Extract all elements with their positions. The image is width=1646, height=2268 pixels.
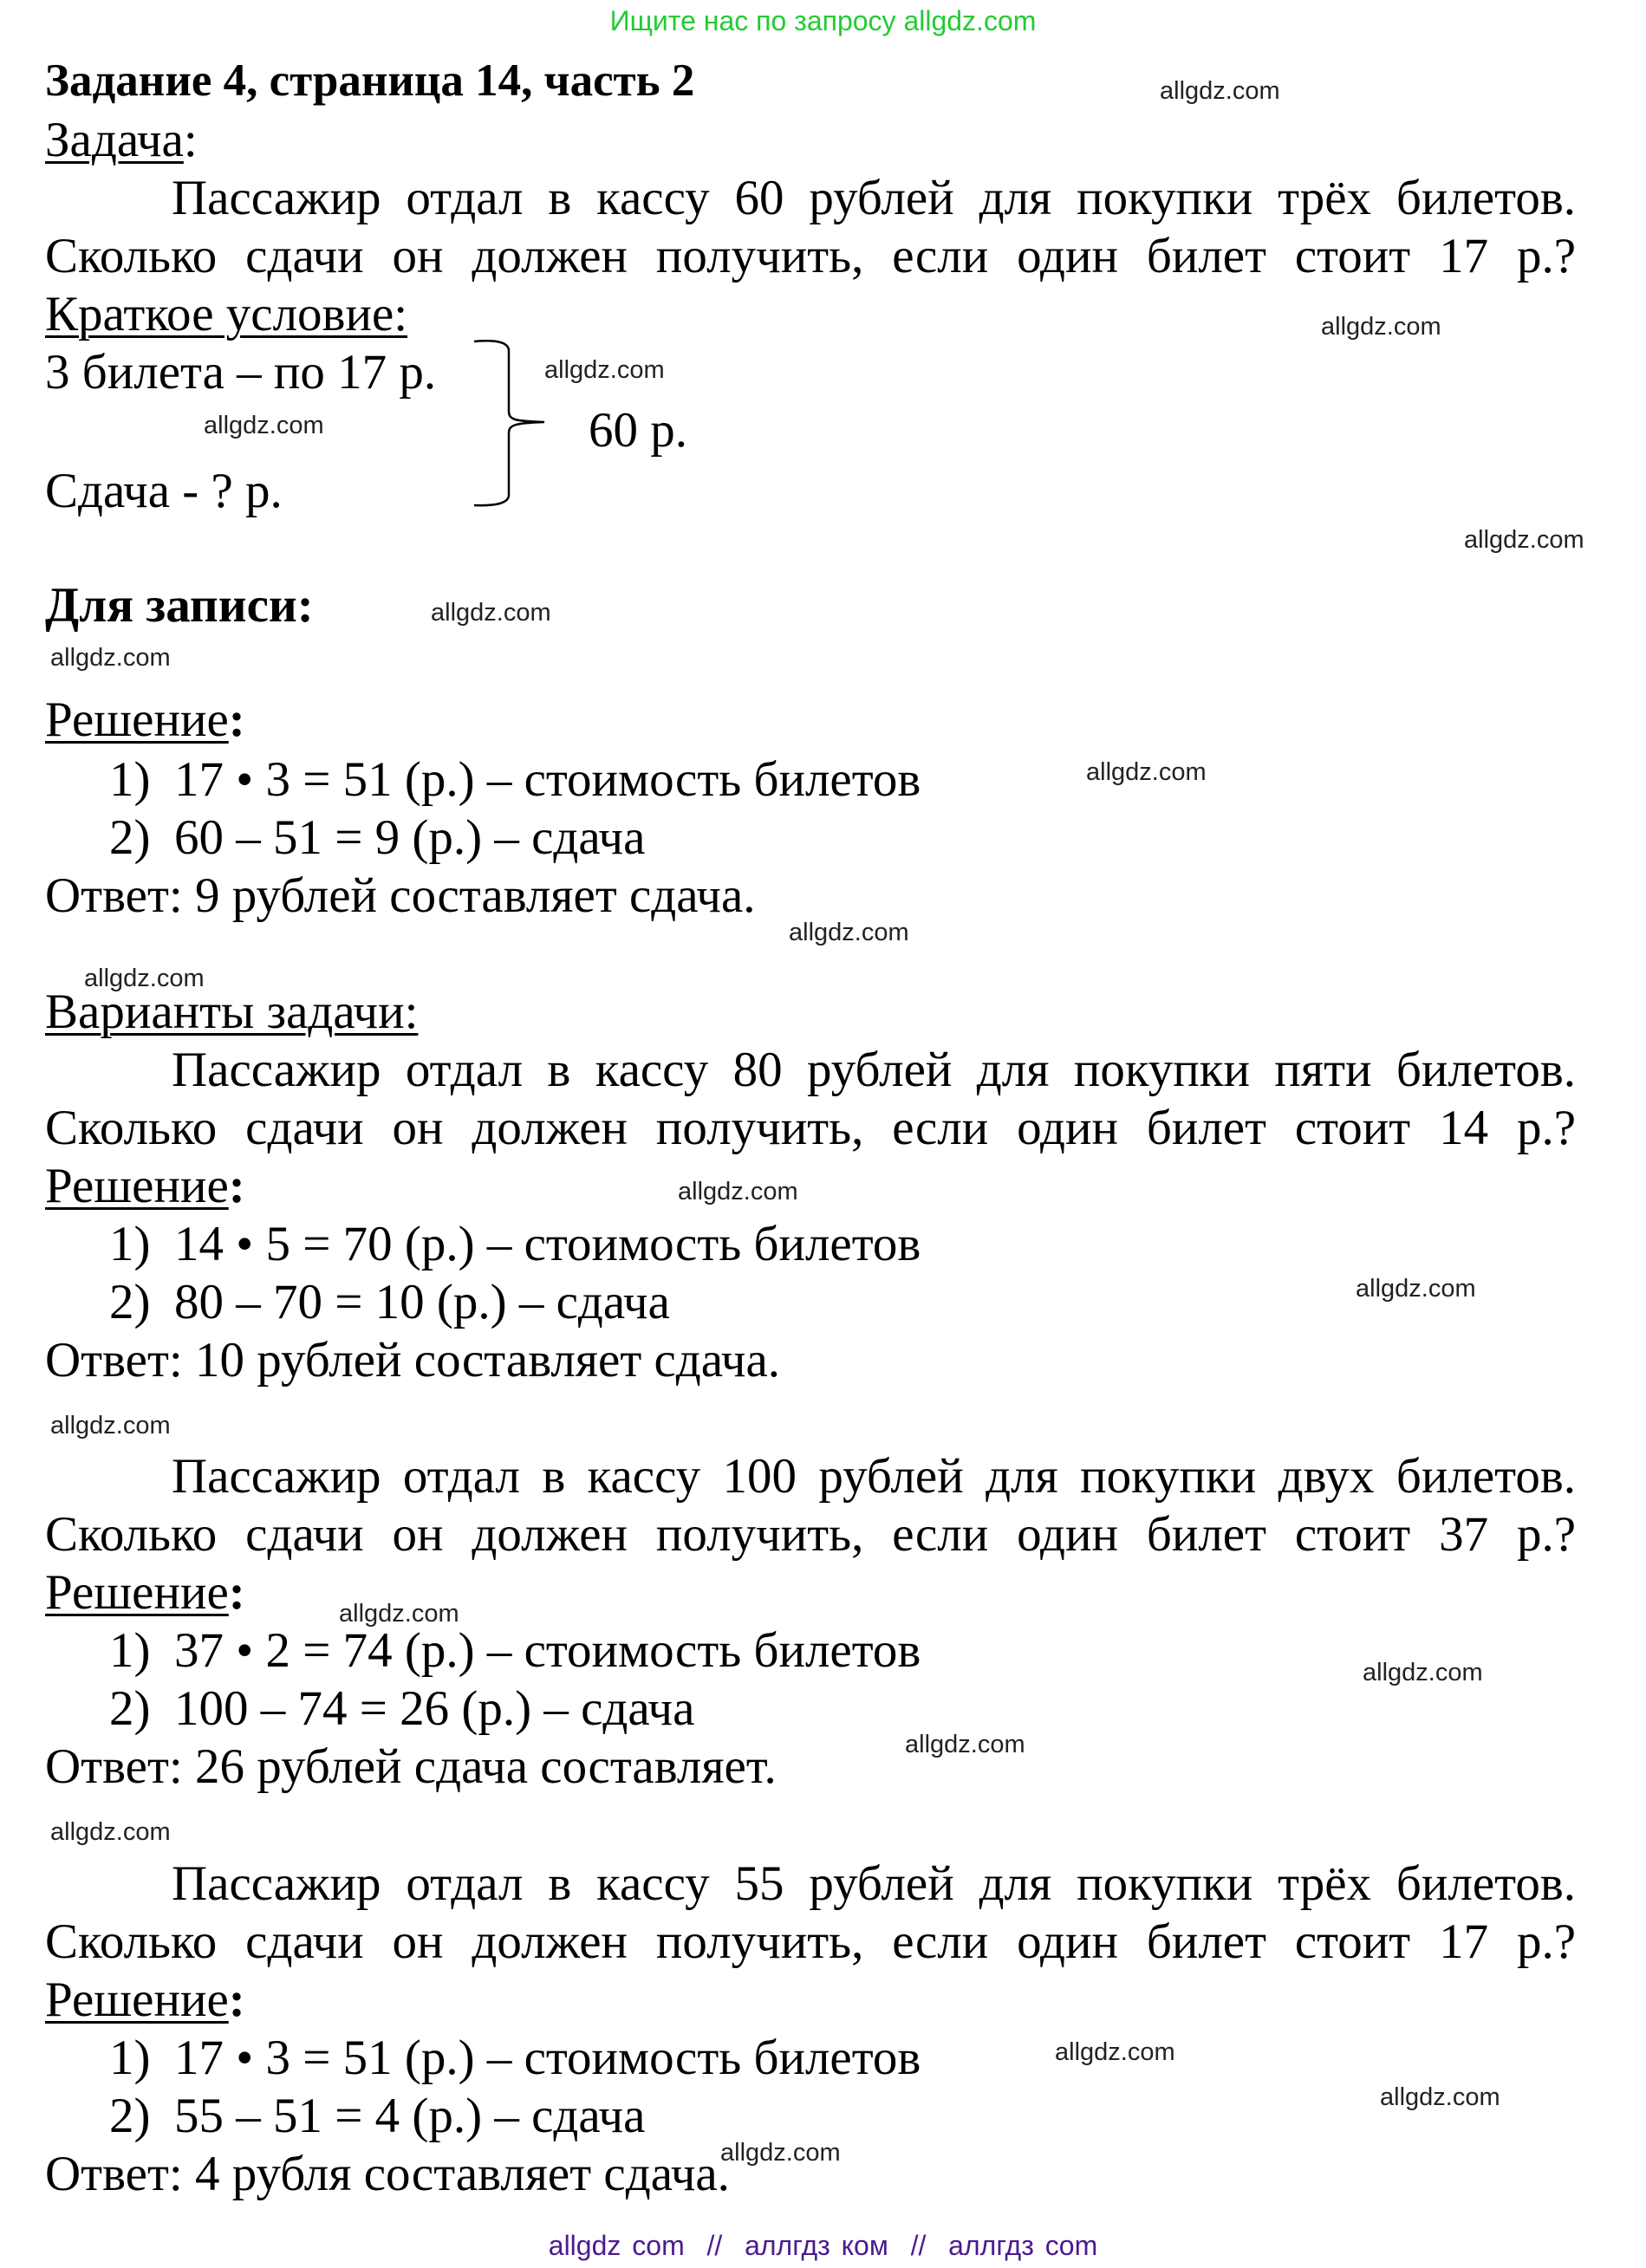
variant-1-step-2 (109, 1273, 670, 1331)
variant-3-answer: Ответ: 4 рубля составляет сдача. (45, 2147, 730, 2201)
step-number: 2) (109, 1275, 151, 1329)
variant-1-solution-heading (45, 1157, 245, 1215)
page-title: Задание 4, страница 14, часть 2 (45, 55, 695, 106)
step-text: 37 • 2 = 74 (р.) – стоимость билетов (174, 1623, 921, 1678)
task-label: Задача (45, 113, 184, 167)
variant-3-step-2 (109, 2087, 645, 2145)
watermark: allgdz.com (1380, 2083, 1500, 2111)
curly-brace-icon (468, 336, 555, 510)
watermark: allgdz.com (431, 599, 551, 627)
variant-2-answer: Ответ: 26 рублей сдача составляет. (45, 1739, 777, 1794)
solution-label-colon: : (228, 1159, 245, 1213)
step-text: 17 • 3 = 51 (р.) – стоимость билетов (174, 752, 921, 807)
search-hint-banner: Ищите нас по запросу allgdz.com (609, 5, 1037, 36)
solution-step-1 (109, 751, 921, 809)
watermark: allgdz.com (789, 919, 909, 946)
solution-label: Решение (45, 1972, 229, 2027)
variant-3-step-1 (109, 2029, 921, 2087)
for-notes-heading: Для записи: (45, 578, 314, 633)
step-number: 1) (109, 1217, 151, 1271)
step-text: 17 • 3 = 51 (р.) – стоимость билетов (174, 2031, 921, 2085)
variant-2-step-2 (109, 1680, 694, 1738)
short-condition-heading (45, 285, 407, 343)
task-label-colon: : (183, 113, 198, 167)
watermark: allgdz.com (720, 2139, 841, 2167)
short-condition-label: Краткое условие: (45, 287, 408, 341)
step-number: 1) (109, 752, 151, 807)
solution-label: Решение (45, 1159, 229, 1213)
step-text: 100 – 74 = 26 (р.) – сдача (174, 1681, 695, 1736)
watermark: allgdz.com (84, 965, 205, 992)
watermark: allgdz.com (544, 356, 665, 384)
solution-label-colon: : (228, 692, 245, 747)
solution-heading (45, 691, 245, 749)
watermark: allgdz.com (1086, 758, 1207, 786)
step-text: 14 • 5 = 70 (р.) – стоимость билетов (174, 1217, 921, 1271)
watermark: allgdz.com (1464, 526, 1584, 554)
short-condition-row-tickets: 3 билета – по 17 р. (45, 345, 437, 400)
watermark: allgdz.com (1356, 1275, 1476, 1303)
solution-label-colon: : (228, 1565, 245, 1620)
step-text: 80 – 70 = 10 (р.) – сдача (174, 1275, 670, 1329)
solution-label-colon: : (228, 1972, 245, 2027)
task-text: Пассажир отдал в кассу 60 рублей для покупки трёх билетов. Сколько сдачи он должен получить, если один билет стоит 17 р.? (45, 171, 1576, 283)
watermark: allgdz.com (50, 1818, 171, 1846)
variant-1-answer: Ответ: 10 рублей составляет сдача. (45, 1333, 781, 1387)
variant-3-solution-heading (45, 1971, 245, 2029)
step-text: 60 – 51 = 9 (р.) – сдача (174, 810, 646, 865)
watermark: allgdz.com (50, 644, 171, 672)
solution-step-2 (109, 809, 645, 867)
watermark: allgdz.com (905, 1731, 1025, 1758)
solution-label: Решение (45, 1565, 229, 1620)
watermark: allgdz.com (678, 1178, 798, 1205)
watermark: allgdz.com (1363, 1659, 1483, 1686)
solution-label: Решение (45, 692, 229, 747)
solution-answer: Ответ: 9 рублей составляет сдача. (45, 868, 756, 923)
variants-label: Варианты задачи: (45, 985, 419, 1039)
watermark: allgdz.com (204, 412, 324, 439)
step-number: 2) (109, 2089, 151, 2143)
variant-1-text: Пассажир отдал в кассу 80 рублей для покупки пяти билетов. Сколько сдачи он должен получить, если один билет стоит 14 р.? (45, 1043, 1576, 1155)
variant-2-solution-heading (45, 1563, 245, 1621)
watermark: allgdz.com (50, 1412, 171, 1439)
step-number: 1) (109, 1623, 151, 1678)
variant-2-step-1 (109, 1621, 921, 1680)
watermark: allgdz.com (1055, 2038, 1175, 2066)
footer-links: allgdz com // аллгдз ком // аллгдз com (548, 2230, 1098, 2261)
task-heading (45, 111, 198, 169)
step-number: 2) (109, 810, 151, 865)
short-condition-row-change: Сдача - ? р. (45, 464, 283, 518)
step-number: 2) (109, 1681, 151, 1736)
step-text: 55 – 51 = 4 (р.) – сдача (174, 2089, 646, 2143)
watermark: allgdz.com (1160, 77, 1280, 105)
watermark: allgdz.com (339, 1600, 459, 1628)
watermark: allgdz.com (1321, 313, 1441, 341)
variant-1-step-1 (109, 1215, 921, 1273)
step-number: 1) (109, 2031, 151, 2085)
brace-total: 60 р. (589, 403, 687, 458)
variant-2-text: Пассажир отдал в кассу 100 рублей для покупки двух билетов. Сколько сдачи он должен получить, если один билет стоит 37 р.? (45, 1449, 1576, 1562)
variant-3-text: Пассажир отдал в кассу 55 рублей для покупки трёх билетов. Сколько сдачи он должен получить, если один билет стоит 17 р.? (45, 1856, 1576, 1969)
